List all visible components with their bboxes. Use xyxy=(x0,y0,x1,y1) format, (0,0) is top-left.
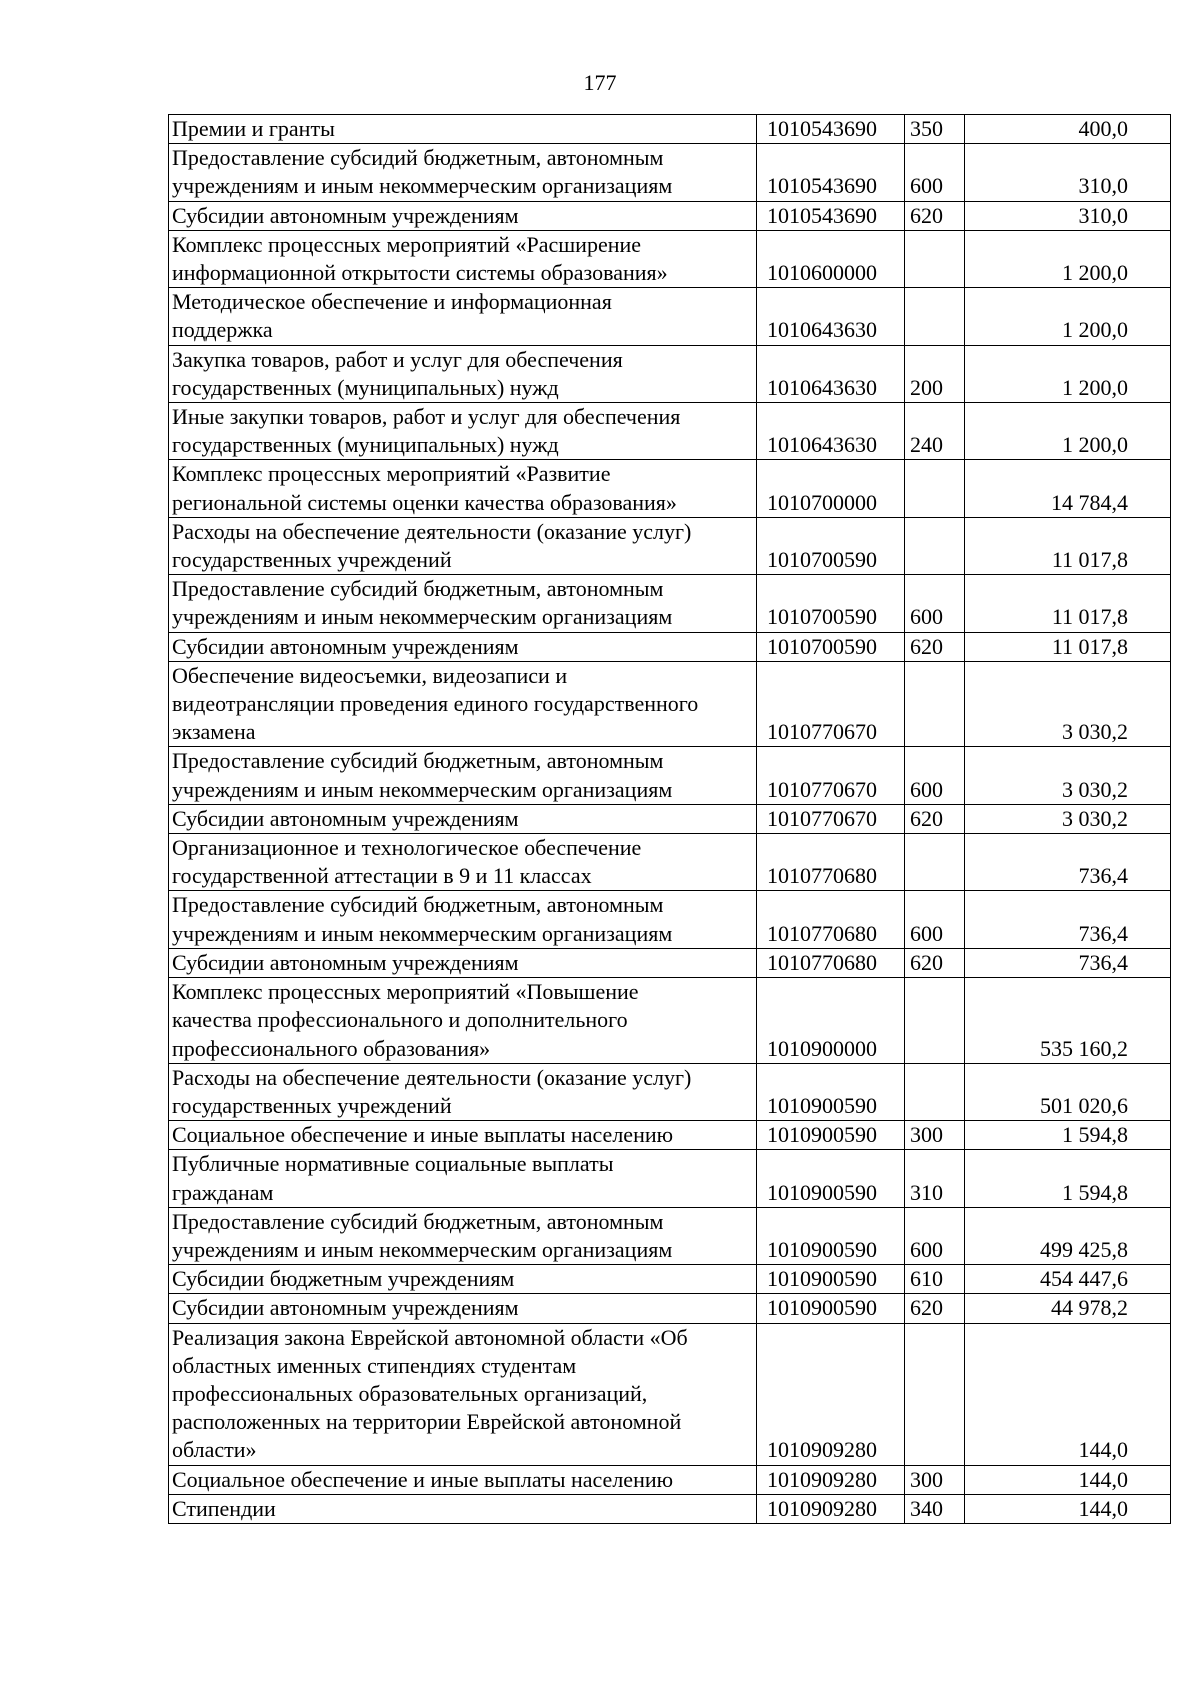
expense-name-cell xyxy=(169,1063,757,1120)
expense-name-line: Субсидии автономным учреждениям xyxy=(172,1295,519,1321)
amount-cell: 535 160,2 xyxy=(965,978,1171,1064)
expense-name-cell xyxy=(169,144,757,201)
expense-type-code-cell xyxy=(905,661,965,747)
table-row xyxy=(169,1063,1171,1120)
expense-name-cell xyxy=(169,1465,757,1494)
expense-name-line: профессиональных образовательных организаций, xyxy=(172,1380,648,1406)
table-row xyxy=(169,804,1171,833)
table-row xyxy=(169,1150,1171,1207)
table-row xyxy=(169,288,1171,345)
amount-cell: 1 594,8 xyxy=(965,1150,1171,1207)
table-row xyxy=(169,201,1171,230)
expense-name-line: учреждениям и иным некоммерческим организациям xyxy=(172,1236,673,1262)
expense-name-cell xyxy=(169,747,757,804)
amount-cell: 736,4 xyxy=(965,834,1171,891)
amount-cell: 3 030,2 xyxy=(965,661,1171,747)
expense-name-line: Субсидии автономным учреждениям xyxy=(172,949,519,975)
expense-type-code-cell: 620 xyxy=(905,948,965,977)
expense-name-line: расположенных на территории Еврейской автономной xyxy=(172,1409,682,1435)
table-row xyxy=(169,632,1171,661)
amount-cell: 400,0 xyxy=(965,115,1171,144)
amount-cell: 501 020,6 xyxy=(965,1063,1171,1120)
table-row xyxy=(169,1323,1171,1465)
expense-name-line: Предоставление субсидий бюджетным, автономным xyxy=(172,1208,664,1234)
target-article-code-cell: 1010900000 xyxy=(757,978,905,1064)
amount-cell: 3 030,2 xyxy=(965,804,1171,833)
expense-name-cell xyxy=(169,948,757,977)
expense-type-code-cell: 600 xyxy=(905,891,965,948)
expense-name-line: Социальное обеспечение и иные выплаты населению xyxy=(172,1122,674,1148)
expense-type-code-cell: 620 xyxy=(905,804,965,833)
expense-name-line: Премии и гранты xyxy=(172,116,335,141)
expense-name-cell xyxy=(169,201,757,230)
expense-name-line: государственной аттестации в 9 и 11 классах xyxy=(172,863,592,889)
target-article-code-cell: 1010543690 xyxy=(757,115,905,144)
amount-cell: 736,4 xyxy=(965,891,1171,948)
expense-name-line: экзамена xyxy=(172,719,256,745)
expense-name-cell xyxy=(169,288,757,345)
target-article-code-cell: 1010770670 xyxy=(757,747,905,804)
expense-name-line: Предоставление субсидий бюджетным, автономным xyxy=(172,748,664,774)
target-article-code-cell: 1010700590 xyxy=(757,632,905,661)
expense-name-line: Иные закупки товаров, работ и услуг для обеспечения xyxy=(172,404,681,430)
expense-name-cell xyxy=(169,661,757,747)
table-row xyxy=(169,1265,1171,1294)
expense-type-code-cell: 600 xyxy=(905,575,965,632)
amount-cell: 499 425,8 xyxy=(965,1207,1171,1264)
target-article-code-cell: 1010900590 xyxy=(757,1265,905,1294)
expense-name-cell xyxy=(169,230,757,287)
expense-name-cell xyxy=(169,1494,757,1523)
amount-cell: 14 784,4 xyxy=(965,460,1171,517)
expense-name-cell xyxy=(169,1294,757,1323)
target-article-code-cell: 1010543690 xyxy=(757,144,905,201)
expense-name-line: государственных (муниципальных) нужд xyxy=(172,374,559,400)
expense-type-code-cell xyxy=(905,230,965,287)
expense-name-cell xyxy=(169,834,757,891)
expense-name-line: качества профессионального и дополнительного xyxy=(172,1007,628,1033)
expense-name-line: профессионального образования» xyxy=(172,1035,491,1061)
expense-name-line: региональной системы оценки качества образования» xyxy=(172,489,677,515)
amount-cell: 736,4 xyxy=(965,948,1171,977)
expense-type-code-cell xyxy=(905,517,965,574)
target-article-code-cell: 1010770680 xyxy=(757,834,905,891)
target-article-code-cell: 1010643630 xyxy=(757,345,905,402)
expense-type-code-cell xyxy=(905,834,965,891)
table-row xyxy=(169,661,1171,747)
table-row xyxy=(169,403,1171,460)
expense-type-code-cell xyxy=(905,1323,965,1465)
target-article-code-cell: 1010900590 xyxy=(757,1294,905,1323)
expense-type-code-cell: 600 xyxy=(905,1207,965,1264)
amount-cell: 144,0 xyxy=(965,1323,1171,1465)
amount-cell: 1 594,8 xyxy=(965,1121,1171,1150)
expense-name-line: Предоставление субсидий бюджетным, автономным xyxy=(172,576,664,602)
table-row xyxy=(169,460,1171,517)
expense-name-cell xyxy=(169,804,757,833)
table-row xyxy=(169,345,1171,402)
table-row xyxy=(169,575,1171,632)
budget-table xyxy=(168,114,1171,1524)
target-article-code-cell: 1010770680 xyxy=(757,948,905,977)
expense-name-cell xyxy=(169,403,757,460)
amount-cell: 11 017,8 xyxy=(965,632,1171,661)
target-article-code-cell: 1010770680 xyxy=(757,891,905,948)
table-row xyxy=(169,1207,1171,1264)
table-row xyxy=(169,948,1171,977)
amount-cell: 11 017,8 xyxy=(965,575,1171,632)
expense-type-code-cell: 200 xyxy=(905,345,965,402)
target-article-code-cell: 1010700000 xyxy=(757,460,905,517)
expense-name-cell xyxy=(169,345,757,402)
expense-type-code-cell xyxy=(905,1063,965,1120)
target-article-code-cell: 1010770670 xyxy=(757,804,905,833)
expense-name-cell xyxy=(169,1323,757,1465)
expense-name-cell xyxy=(169,517,757,574)
expense-name-cell xyxy=(169,1265,757,1294)
table-row xyxy=(169,115,1171,144)
expense-type-code-cell xyxy=(905,460,965,517)
target-article-code-cell: 1010643630 xyxy=(757,288,905,345)
expense-name-line: Комплекс процессных мероприятий «Расширение xyxy=(172,231,642,257)
expense-type-code-cell: 620 xyxy=(905,201,965,230)
expense-name-line: информационной открытости системы образования» xyxy=(172,260,668,286)
expense-name-line: Стипендии xyxy=(172,1495,276,1521)
expense-name-line: Методическое обеспечение и информационная xyxy=(172,289,612,315)
table-row xyxy=(169,891,1171,948)
expense-name-cell xyxy=(169,1121,757,1150)
target-article-code-cell: 1010700590 xyxy=(757,575,905,632)
amount-cell: 144,0 xyxy=(965,1465,1171,1494)
expense-name-line: области» xyxy=(172,1437,257,1463)
expense-name-cell xyxy=(169,1207,757,1264)
expense-name-line: государственных (муниципальных) нужд xyxy=(172,432,559,458)
expense-type-code-cell: 300 xyxy=(905,1465,965,1494)
expense-type-code-cell: 600 xyxy=(905,747,965,804)
target-article-code-cell: 1010543690 xyxy=(757,201,905,230)
target-article-code-cell: 1010600000 xyxy=(757,230,905,287)
amount-cell: 1 200,0 xyxy=(965,288,1171,345)
expense-name-cell xyxy=(169,891,757,948)
table-row xyxy=(169,1494,1171,1523)
page-number: 177 xyxy=(583,70,617,95)
expense-type-code-cell: 610 xyxy=(905,1265,965,1294)
amount-cell: 3 030,2 xyxy=(965,747,1171,804)
expense-name-line: поддержка xyxy=(172,317,273,343)
target-article-code-cell: 1010900590 xyxy=(757,1150,905,1207)
table-body xyxy=(169,115,1171,1524)
target-article-code-cell: 1010770670 xyxy=(757,661,905,747)
expense-name-line: Закупка товаров, работ и услуг для обеспечения xyxy=(172,346,623,372)
table-row xyxy=(169,230,1171,287)
expense-name-line: областных именных стипендиях студентам xyxy=(172,1352,577,1378)
amount-cell: 11 017,8 xyxy=(965,517,1171,574)
table-row xyxy=(169,978,1171,1064)
expense-type-code-cell: 300 xyxy=(905,1121,965,1150)
expense-name-line: Социальное обеспечение и иные выплаты населению xyxy=(172,1466,674,1492)
target-article-code-cell: 1010909280 xyxy=(757,1494,905,1523)
expense-name-line: Субсидии автономным учреждениям xyxy=(172,202,519,228)
expense-name-cell xyxy=(169,115,757,144)
expense-type-code-cell: 600 xyxy=(905,144,965,201)
expense-name-line: видеотрансляции проведения единого государственного xyxy=(172,691,699,717)
target-article-code-cell: 1010900590 xyxy=(757,1121,905,1150)
expense-name-line: Расходы на обеспечение деятельности (оказание услуг) xyxy=(172,518,692,544)
expense-name-line: учреждениям и иным некоммерческим организациям xyxy=(172,604,673,630)
expense-type-code-cell xyxy=(905,288,965,345)
expense-name-line: учреждениям и иным некоммерческим организациям xyxy=(172,920,673,946)
amount-cell: 144,0 xyxy=(965,1494,1171,1523)
table-row xyxy=(169,834,1171,891)
expense-name-line: государственных учреждений xyxy=(172,1092,452,1118)
amount-cell: 310,0 xyxy=(965,144,1171,201)
amount-cell: 310,0 xyxy=(965,201,1171,230)
table-row xyxy=(169,747,1171,804)
expense-name-cell xyxy=(169,575,757,632)
table-row xyxy=(169,144,1171,201)
target-article-code-cell: 1010900590 xyxy=(757,1207,905,1264)
expense-type-code-cell: 620 xyxy=(905,632,965,661)
target-article-code-cell: 1010909280 xyxy=(757,1323,905,1465)
expense-type-code-cell: 240 xyxy=(905,403,965,460)
amount-cell: 1 200,0 xyxy=(965,345,1171,402)
amount-cell: 1 200,0 xyxy=(965,403,1171,460)
expense-type-code-cell: 310 xyxy=(905,1150,965,1207)
expense-name-line: Обеспечение видеосъемки, видеозаписи и xyxy=(172,662,568,688)
expense-name-line: гражданам xyxy=(172,1179,274,1205)
amount-cell: 454 447,6 xyxy=(965,1265,1171,1294)
expense-name-line: Субсидии бюджетным учреждениям xyxy=(172,1266,515,1292)
expense-name-line: учреждениям и иным некоммерческим организациям xyxy=(172,776,673,802)
target-article-code-cell: 1010700590 xyxy=(757,517,905,574)
expense-name-line: Публичные нормативные социальные выплаты xyxy=(172,1151,614,1177)
expense-type-code-cell xyxy=(905,978,965,1064)
expense-name-line: Комплекс процессных мероприятий «Повышение xyxy=(172,979,639,1005)
amount-cell: 1 200,0 xyxy=(965,230,1171,287)
table-row xyxy=(169,1121,1171,1150)
target-article-code-cell: 1010900590 xyxy=(757,1063,905,1120)
expense-name-line: государственных учреждений xyxy=(172,547,452,573)
expense-name-line: Реализация закона Еврейской автономной области «Об xyxy=(172,1324,688,1350)
expense-name-line: Предоставление субсидий бюджетным, автономным xyxy=(172,145,664,171)
expense-type-code-cell: 620 xyxy=(905,1294,965,1323)
target-article-code-cell: 1010643630 xyxy=(757,403,905,460)
target-article-code-cell: 1010909280 xyxy=(757,1465,905,1494)
table-row xyxy=(169,1465,1171,1494)
expense-type-code-cell: 350 xyxy=(905,115,965,144)
expense-name-line: Расходы на обеспечение деятельности (оказание услуг) xyxy=(172,1064,692,1090)
expense-name-line: Субсидии автономным учреждениям xyxy=(172,633,519,659)
expense-name-line: Предоставление субсидий бюджетным, автономным xyxy=(172,892,664,918)
expense-name-line: учреждениям и иным некоммерческим организациям xyxy=(172,173,673,199)
expense-name-line: Комплекс процессных мероприятий «Развитие xyxy=(172,461,611,487)
expense-type-code-cell: 340 xyxy=(905,1494,965,1523)
expense-name-line: Субсидии автономным учреждениям xyxy=(172,805,519,831)
amount-cell: 44 978,2 xyxy=(965,1294,1171,1323)
expense-name-cell xyxy=(169,460,757,517)
table-row xyxy=(169,1294,1171,1323)
expense-name-line: Организационное и технологическое обеспечение xyxy=(172,835,642,861)
table-row xyxy=(169,517,1171,574)
expense-name-cell xyxy=(169,978,757,1064)
expense-name-cell xyxy=(169,632,757,661)
expense-name-cell xyxy=(169,1150,757,1207)
